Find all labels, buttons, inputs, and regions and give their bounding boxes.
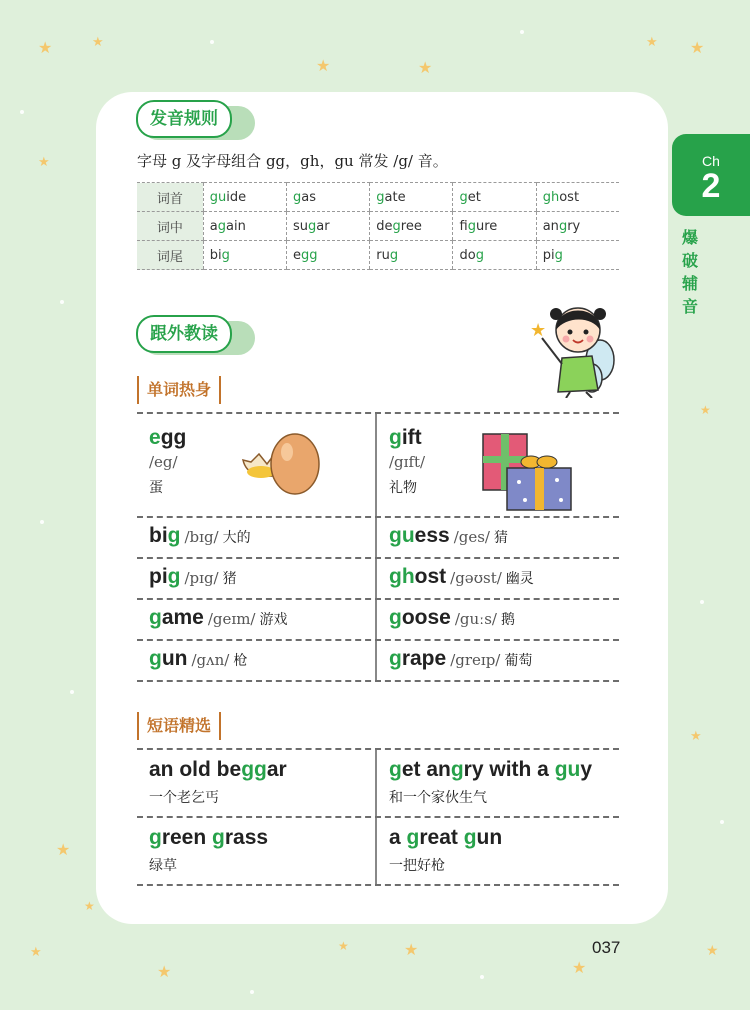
translation: 猜 (494, 530, 508, 546)
phonetic: /gʌn/ (191, 651, 230, 669)
word-card[interactable]: goose /guːs/ 鹅 (389, 606, 515, 629)
translation: 猪 (222, 571, 237, 587)
phonetic: /eg/ (149, 453, 178, 471)
translation: 蛋 (149, 480, 163, 496)
example-word: again (203, 212, 286, 241)
example-word: pig (536, 241, 619, 270)
chapter-title-char: 音 (682, 297, 699, 316)
star-icon: ★ (572, 958, 587, 977)
phonetic: /guːs/ (454, 610, 497, 628)
word-card-gift[interactable]: gift /gɪft/ 礼物 (377, 414, 617, 516)
star-icon: ★ (92, 35, 104, 50)
translation: 葡萄 (504, 653, 533, 669)
table-row (137, 412, 619, 518)
table-row (137, 600, 619, 641)
page-number: 037 (592, 938, 621, 957)
gift-boxes-image (477, 428, 577, 512)
star-icon: ★ (690, 38, 705, 57)
translation: 大的 (222, 530, 251, 546)
rule-text: 字母 g 及字母组合 gg，gh，gu 常发 /g/ 音。 (137, 152, 448, 170)
example-word: rug (370, 241, 453, 270)
phonetic: /ges/ (453, 528, 490, 546)
table-row (137, 183, 619, 212)
translation: 游戏 (259, 612, 288, 628)
translation: 鹅 (500, 612, 515, 628)
phonetic: /pɪg/ (184, 569, 219, 587)
star-icon: ★ (700, 403, 711, 417)
word-warmup-grid (137, 412, 619, 682)
table-row (137, 518, 619, 559)
rule-table (137, 182, 619, 270)
star-icon: ★ (38, 38, 53, 57)
word-card[interactable]: guess /ges/ 猜 (389, 524, 508, 547)
example-word: angry (536, 212, 619, 241)
position-label: 词中 (137, 212, 203, 241)
translation: 绿草 (149, 858, 177, 874)
example-word: egg (287, 241, 370, 270)
star-icon: ★ (706, 943, 719, 959)
star-icon: ★ (38, 155, 50, 170)
word-card[interactable]: grape /greɪp/ 葡萄 (389, 647, 533, 670)
word-card[interactable]: big /bɪg/ 大的 (137, 518, 377, 557)
svg-text:★: ★ (530, 320, 547, 341)
star-icon: ★ (418, 58, 433, 77)
table-row (137, 241, 619, 270)
table-row (137, 748, 619, 818)
section-title-read-with-teacher: 跟外教读 (136, 315, 232, 353)
word-card[interactable]: pig /pɪg/ 猪 (137, 559, 377, 598)
egg-image (237, 426, 333, 498)
word-card-egg[interactable]: egg /eg/ 蛋 (137, 414, 377, 516)
example-word: guide (203, 183, 286, 212)
star-icon: ★ (646, 35, 658, 50)
section-title-pronunciation-rules: 发音规则 (136, 100, 232, 138)
table-row (137, 212, 619, 241)
example-word: sugar (287, 212, 370, 241)
star-icon: ★ (84, 899, 95, 913)
chapter-prefix: Ch (702, 153, 720, 169)
example-word: gate (370, 183, 453, 212)
example-word: figure (453, 212, 536, 241)
phrase-grid (137, 748, 619, 886)
chapter-title-char: 爆 (682, 228, 699, 247)
phonetic: /gɪft/ (389, 453, 426, 471)
phrase-card[interactable]: green grass 绿草 (137, 818, 377, 884)
star-icon: ★ (690, 729, 702, 744)
translation: 一个老乞丐 (149, 790, 219, 806)
subtitle-word-warmup: 单词热身 (137, 376, 221, 404)
position-label: 词首 (137, 183, 203, 212)
phonetic: /geɪm/ (207, 610, 256, 628)
chapter-tab[interactable] (672, 134, 750, 216)
translation: 和一个家伙生气 (389, 790, 487, 806)
chapter-title-char: 辅 (682, 274, 699, 293)
translation: 幽灵 (505, 571, 534, 587)
example-word: degree (370, 212, 453, 241)
table-row (137, 559, 619, 600)
chapter-number: 2 (701, 167, 721, 205)
translation: 一把好枪 (389, 858, 445, 874)
phonetic: /gəʊst/ (450, 569, 502, 587)
translation: 礼物 (389, 480, 417, 496)
phrase-card[interactable]: a great gun 一把好枪 (377, 818, 617, 884)
star-icon: ★ (30, 945, 42, 960)
star-icon: ★ (316, 56, 331, 75)
word-card[interactable]: gun /gʌn/ 枪 (137, 641, 377, 680)
subtitle-phrases: 短语精选 (137, 712, 221, 740)
phonetic: /bɪg/ (184, 528, 219, 546)
star-icon: ★ (56, 840, 71, 859)
example-word: get (453, 183, 536, 212)
star-icon: ★ (404, 940, 419, 959)
table-row (137, 641, 619, 682)
chapter-title-char: 破 (682, 251, 699, 270)
translation: 枪 (233, 653, 248, 669)
word-card[interactable]: game /geɪm/ 游戏 (137, 600, 377, 639)
star-icon: ★ (157, 962, 172, 981)
example-word: big (203, 241, 286, 270)
chapter-title (682, 226, 706, 318)
example-word: gas (287, 183, 370, 212)
phrase-card[interactable]: an old beggar 一个老乞丐 (137, 750, 377, 816)
phonetic: /greɪp/ (450, 651, 501, 669)
fairy-girl-image (522, 294, 622, 398)
example-word: ghost (536, 183, 619, 212)
word-card[interactable]: ghost /gəʊst/ 幽灵 (389, 565, 534, 588)
phrase-card[interactable]: get angry with a guy 和一个家伙生气 (377, 750, 617, 816)
star-icon: ★ (338, 939, 349, 953)
position-label: 词尾 (137, 241, 203, 270)
table-row (137, 818, 619, 886)
example-word: dog (453, 241, 536, 270)
